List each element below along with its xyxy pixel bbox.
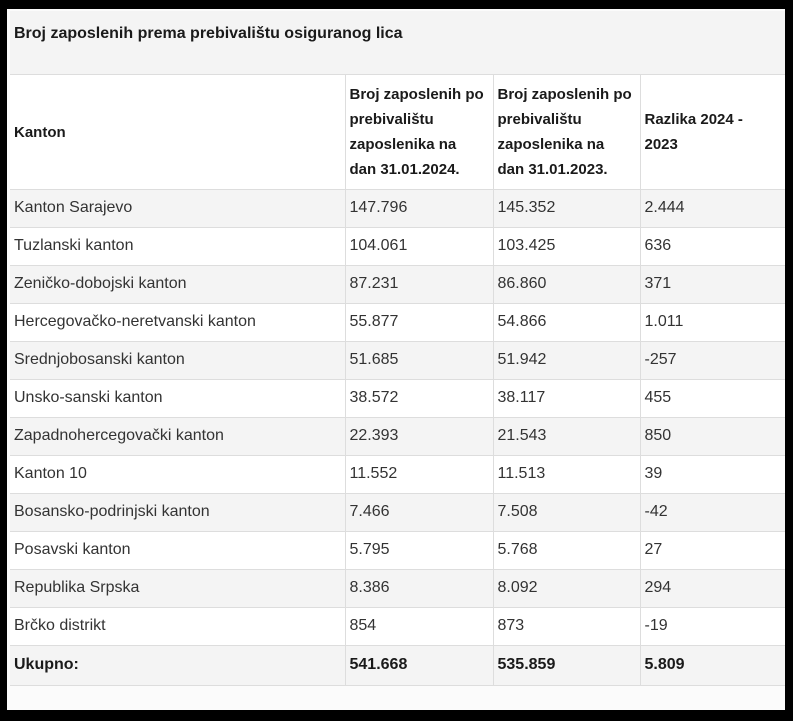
emp-2024-cell: 11.552 [345, 456, 493, 494]
diff-cell: 636 [640, 228, 785, 266]
emp-2024-cell: 104.061 [345, 228, 493, 266]
canton-cell: Zapadnohercegovački kanton [10, 418, 345, 456]
emp-2024-cell: 854 [345, 608, 493, 646]
table-row [10, 304, 785, 342]
table-row [10, 570, 785, 608]
diff-cell: 850 [640, 418, 785, 456]
diff-cell: 27 [640, 532, 785, 570]
diff-cell: -257 [640, 342, 785, 380]
column-header-emp-2023: Broj zaposlenih po prebivalištu zaposlenika na dan 31.01.2023. [493, 75, 640, 190]
title-row [10, 11, 785, 75]
canton-cell: Zeničko-dobojski kanton [10, 266, 345, 304]
emp-2024-cell: 55.877 [345, 304, 493, 342]
emp-2023-cell: 11.513 [493, 456, 640, 494]
emp-2023-cell: 103.425 [493, 228, 640, 266]
emp-2023-cell: 51.942 [493, 342, 640, 380]
table-row [10, 380, 785, 418]
diff-cell: -19 [640, 608, 785, 646]
canton-cell: Kanton Sarajevo [10, 190, 345, 228]
emp-2023-cell: 21.543 [493, 418, 640, 456]
column-header-kanton: Kanton [10, 75, 345, 190]
canton-cell: Kanton 10 [10, 456, 345, 494]
emp-2023-cell: 873 [493, 608, 640, 646]
table-row [10, 228, 785, 266]
total-emp-2023-cell: 535.859 [493, 646, 640, 686]
table-row [10, 608, 785, 646]
table-row [10, 266, 785, 304]
table-title: Broj zaposlenih prema prebivalištu osiguranog lica [10, 11, 785, 75]
table-row [10, 532, 785, 570]
canton-cell: Tuzlanski kanton [10, 228, 345, 266]
column-header-row [10, 75, 785, 190]
total-label: Ukupno: [10, 646, 345, 686]
emp-2023-cell: 86.860 [493, 266, 640, 304]
emp-2023-cell: 145.352 [493, 190, 640, 228]
total-row [10, 646, 785, 686]
emp-2024-cell: 22.393 [345, 418, 493, 456]
table-row [10, 190, 785, 228]
canton-cell: Bosansko-podrinjski kanton [10, 494, 345, 532]
emp-2023-cell: 5.768 [493, 532, 640, 570]
emp-2024-cell: 8.386 [345, 570, 493, 608]
emp-2024-cell: 7.466 [345, 494, 493, 532]
diff-cell: 371 [640, 266, 785, 304]
emp-2023-cell: 7.508 [493, 494, 640, 532]
total-diff-cell: 5.809 [640, 646, 785, 686]
column-header-diff: Razlika 2024 - 2023 [640, 75, 785, 190]
emp-2023-cell: 54.866 [493, 304, 640, 342]
column-header-emp-2024: Broj zaposlenih po prebivalištu zaposlenika na dan 31.01.2024. [345, 75, 493, 190]
table-row [10, 456, 785, 494]
table-row [10, 342, 785, 380]
page-background [7, 9, 785, 710]
employment-by-canton-table [10, 11, 785, 686]
emp-2024-cell: 38.572 [345, 380, 493, 418]
diff-cell: -42 [640, 494, 785, 532]
table-row [10, 494, 785, 532]
table-row [10, 418, 785, 456]
diff-cell: 39 [640, 456, 785, 494]
diff-cell: 294 [640, 570, 785, 608]
canton-cell: Brčko distrikt [10, 608, 345, 646]
total-emp-2024-cell: 541.668 [345, 646, 493, 686]
diff-cell: 455 [640, 380, 785, 418]
diff-cell: 2.444 [640, 190, 785, 228]
canton-cell: Unsko-sanski kanton [10, 380, 345, 418]
canton-cell: Republika Srpska [10, 570, 345, 608]
emp-2023-cell: 8.092 [493, 570, 640, 608]
canton-cell: Posavski kanton [10, 532, 345, 570]
emp-2024-cell: 87.231 [345, 266, 493, 304]
emp-2023-cell: 38.117 [493, 380, 640, 418]
emp-2024-cell: 147.796 [345, 190, 493, 228]
canton-cell: Hercegovačko-neretvanski kanton [10, 304, 345, 342]
emp-2024-cell: 5.795 [345, 532, 493, 570]
emp-2024-cell: 51.685 [345, 342, 493, 380]
canton-cell: Srednjobosanski kanton [10, 342, 345, 380]
diff-cell: 1.011 [640, 304, 785, 342]
